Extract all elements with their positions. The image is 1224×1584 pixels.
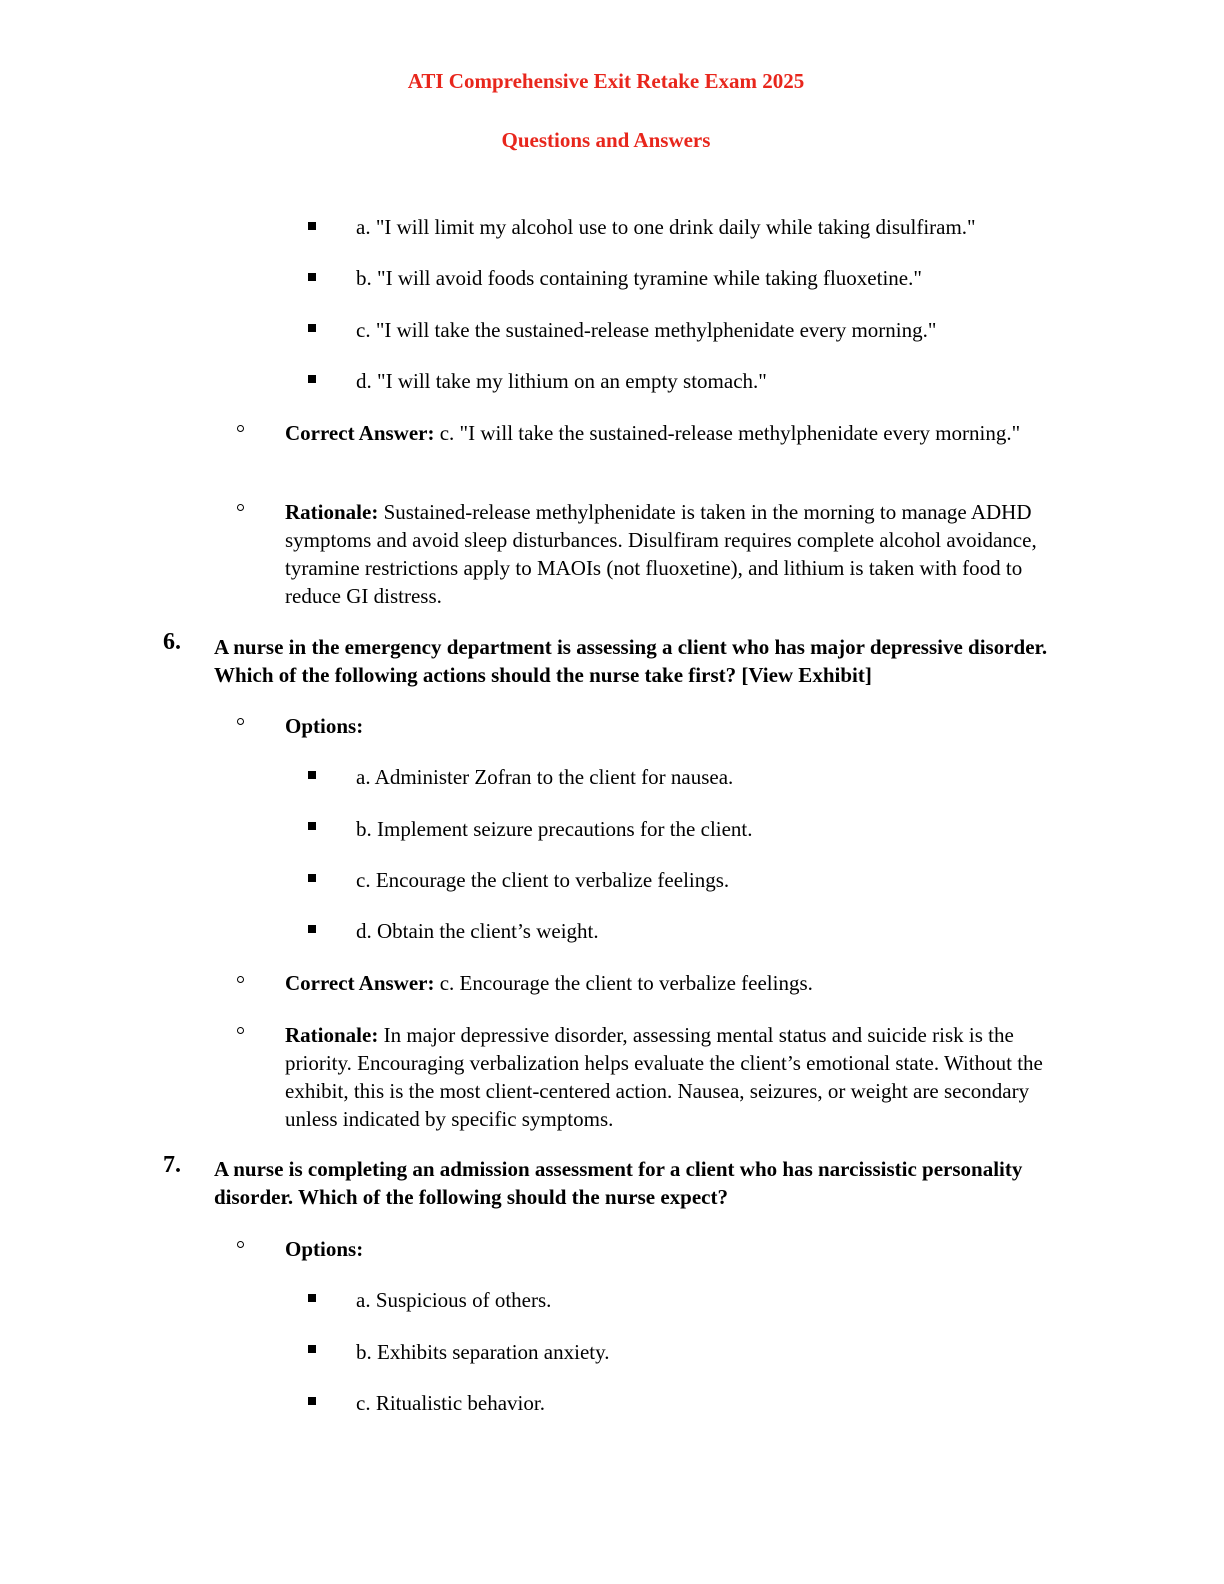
correct-answer-label: Correct Answer: bbox=[285, 971, 435, 995]
document-subtitle: Questions and Answers bbox=[501, 128, 711, 152]
q6-option-a: a. Administer Zofran to the client for nausea. bbox=[356, 765, 734, 789]
square-bullet-icon bbox=[308, 375, 316, 383]
q5-option-c: c. "I will take the sustained-release methylphenidate every morning." bbox=[356, 318, 937, 342]
rationale-text: Sustained-release methylphenidate is taken in the morning to manage ADHD symptoms and avoid sleep disturbances. Disulfiram requires complete alcohol avoidance, tyramine restrictions apply to MAOIs (not fluoxetine), and lithium is taken with food to reduce GI distress. bbox=[285, 500, 1037, 608]
q6-option-d: d. Obtain the client’s weight. bbox=[356, 919, 599, 943]
question-6-stem: A nurse in the emergency department is assessing a client who has major depressive disorder. Which of the following actions should the nurse take first? [View Exhibit] bbox=[214, 635, 1048, 687]
square-bullet-icon bbox=[308, 925, 316, 933]
square-bullet-icon bbox=[308, 822, 316, 830]
correct-answer-text: c. "I will take the sustained-release methylphenidate every morning." bbox=[434, 421, 1021, 445]
square-bullet-icon bbox=[308, 273, 316, 281]
rationale-text: In major depressive disorder, assessing mental status and suicide risk is the priority. Encouraging verbalization helps evaluate the client’s emotional state. Without the exhibit, this is the most client-centered action. Nausea, seizures, or weight are secondary unless indicated by specific symptoms. bbox=[285, 1023, 1043, 1131]
rationale-label: Rationale: bbox=[285, 1023, 379, 1047]
q5-rationale bbox=[285, 498, 1075, 610]
document-title: ATI Comprehensive Exit Retake Exam 2025 bbox=[407, 69, 805, 93]
circle-bullet-icon bbox=[237, 1241, 244, 1248]
q7-option-a: a. Suspicious of others. bbox=[356, 1288, 552, 1312]
q5-option-a: a. "I will limit my alcohol use to one drink daily while taking disulfiram." bbox=[356, 215, 976, 239]
q6-options-label: Options: bbox=[285, 714, 364, 738]
square-bullet-icon bbox=[308, 771, 316, 779]
q6-correct-answer bbox=[285, 969, 1075, 997]
square-bullet-icon bbox=[308, 1294, 316, 1302]
question-7-stem: A nurse is completing an admission assessment for a client who has narcissistic personality disorder. Which of the following should the nurse expect? bbox=[214, 1157, 1023, 1209]
circle-bullet-icon bbox=[237, 1027, 244, 1034]
square-bullet-icon bbox=[308, 222, 316, 230]
circle-bullet-icon bbox=[237, 718, 244, 725]
correct-answer-text: c. Encourage the client to verbalize feelings. bbox=[434, 971, 813, 995]
square-bullet-icon bbox=[308, 1397, 316, 1405]
square-bullet-icon bbox=[308, 874, 316, 882]
question-number-6: 6. bbox=[163, 629, 181, 655]
q5-option-b: b. "I will avoid foods containing tyramine while taking fluoxetine." bbox=[356, 266, 922, 290]
q5-option-d: d. "I will take my lithium on an empty stomach." bbox=[356, 369, 767, 393]
square-bullet-icon bbox=[308, 324, 316, 332]
q7-option-b: b. Exhibits separation anxiety. bbox=[356, 1340, 610, 1364]
q7-options-label: Options: bbox=[285, 1237, 364, 1261]
q6-option-c: c. Encourage the client to verbalize feelings. bbox=[356, 868, 730, 892]
q7-option-c: c. Ritualistic behavior. bbox=[356, 1391, 545, 1415]
circle-bullet-icon bbox=[237, 504, 244, 511]
question-number-7: 7. bbox=[163, 1152, 181, 1178]
circle-bullet-icon bbox=[237, 425, 244, 432]
square-bullet-icon bbox=[308, 1345, 316, 1353]
circle-bullet-icon bbox=[237, 976, 244, 983]
q6-rationale bbox=[285, 1021, 1075, 1133]
q6-option-b: b. Implement seizure precautions for the client. bbox=[356, 817, 753, 841]
q5-correct-answer bbox=[285, 419, 1075, 447]
correct-answer-label: Correct Answer: bbox=[285, 421, 435, 445]
rationale-label: Rationale: bbox=[285, 500, 379, 524]
